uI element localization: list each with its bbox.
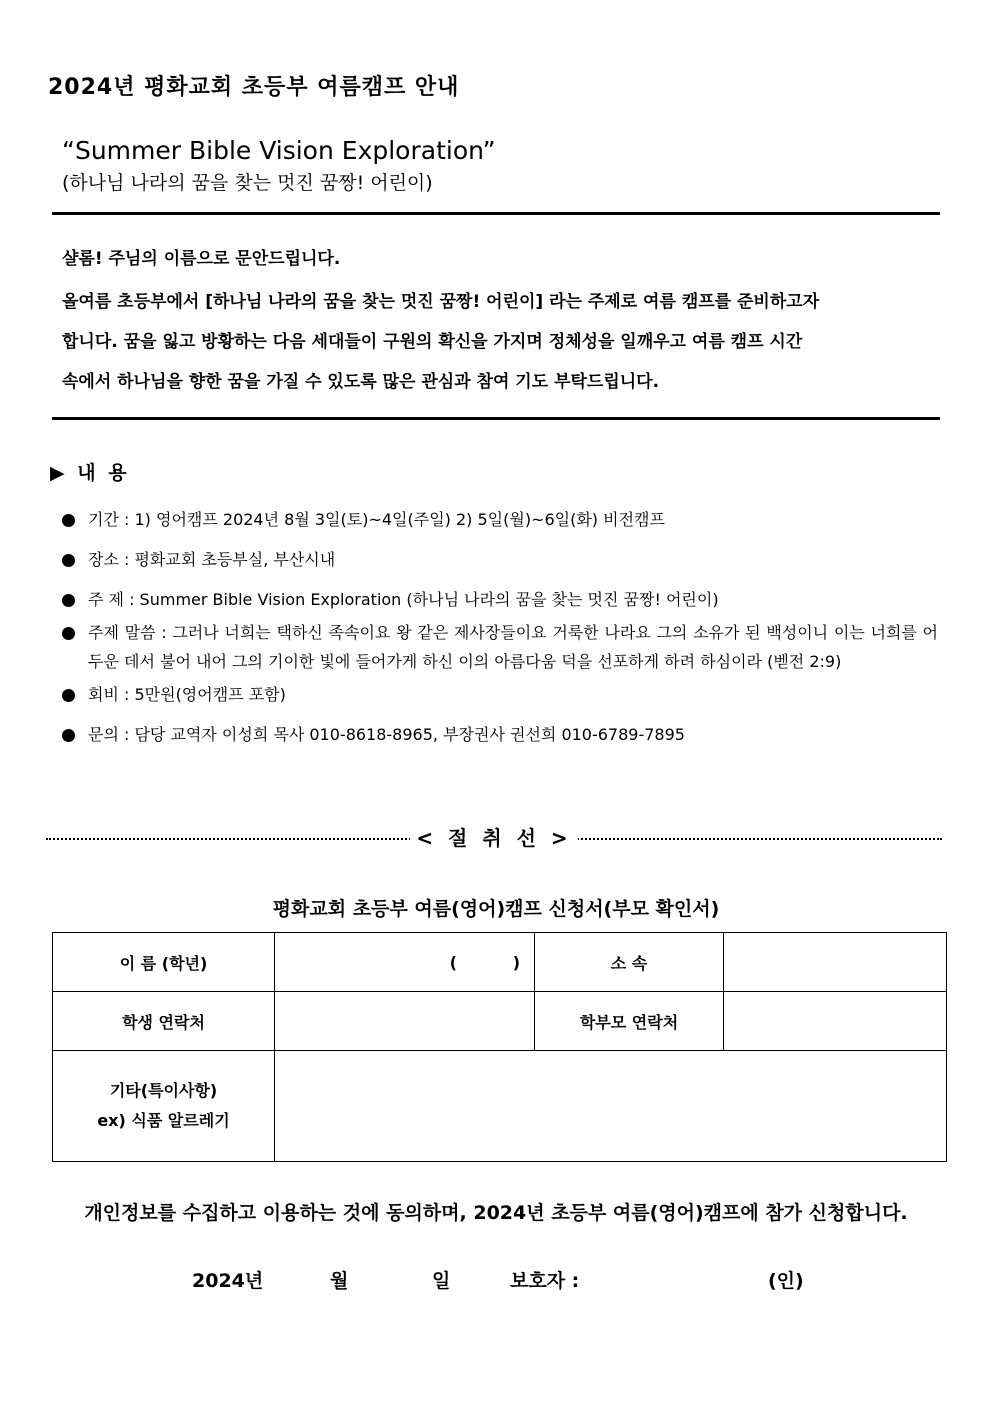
cut-line-label: < 절 취 선 > (410, 826, 577, 850)
bullet-dot-icon (62, 627, 75, 640)
etc-field[interactable] (275, 1051, 947, 1162)
list-item: 회비 : 5만원(영어캠프 포함) (60, 680, 938, 709)
cut-line (46, 822, 942, 854)
signature-year: 2024년 (192, 1270, 264, 1292)
etc-label-line-2: ex) 식품 알르레기 (97, 1111, 230, 1130)
theme-english: “Summer Bible Vision Exploration” (62, 136, 496, 165)
form-title: 평화교회 초등부 여름(영어)캠프 신청서(부모 확인서) (272, 898, 720, 920)
signature-month: 월 (330, 1270, 349, 1292)
application-form-table (52, 932, 947, 1162)
grade-parenthesis: ( ) (449, 952, 520, 972)
table-row (53, 992, 947, 1051)
table-row (53, 1051, 947, 1162)
student-contact-label: 학생 연락처 (53, 992, 275, 1051)
name-grade-label: 이 름 (학년) (53, 933, 275, 992)
greeting-line-1: 샬롬! 주님의 이름으로 문안드립니다. (62, 249, 341, 269)
theme-korean: (하나님 나라의 꿈을 찾는 멋진 꿈짱! 어린이) (62, 172, 433, 194)
bullet-dot-icon (62, 689, 75, 702)
bullet-dot-icon (62, 514, 75, 527)
divider-bottom (52, 417, 940, 420)
list-item: 문의 : 담당 교역자 이성희 목사 010-8618-8965, 부장권사 권선희 010-6789-7895 (60, 720, 938, 749)
divider-top (52, 212, 940, 215)
affiliation-field[interactable] (724, 933, 947, 992)
greeting-line-4: 속에서 하나님을 향한 꿈을 가질 수 있도록 많은 관심과 참여 기도 부탁드립니다. (62, 372, 660, 392)
bullet-dot-icon (62, 554, 75, 567)
list-item: 장소 : 평화교회 초등부실, 부산시내 (60, 545, 938, 574)
student-contact-field[interactable] (275, 992, 535, 1051)
details-list (60, 505, 938, 749)
bullet-dot-icon (62, 729, 75, 742)
parent-contact-label: 학부모 연락처 (535, 992, 724, 1051)
document-title: 2024년 평화교회 초등부 여름캠프 안내 (48, 75, 460, 100)
list-item: 기간 : 1) 영어캠프 2024년 8월 3일(토)~4일(주일) 2) 5일(월)~6일(화) 비전캠프 (60, 505, 938, 534)
parent-contact-field[interactable] (724, 992, 947, 1051)
guardian-label: 보호자 : (510, 1270, 580, 1292)
list-item: 주 제 : Summer Bible Vision Exploration (하나님 나라의 꿈을 찾는 멋진 꿈짱! 어린이) (60, 585, 938, 614)
greeting-line-3: 합니다. 꿈을 잃고 방황하는 다음 세대들이 구원의 확신을 가지며 정체성을 일깨우고 여름 캠프 시간 (62, 332, 803, 352)
etc-label-line-1: 기타(특이사항) (109, 1081, 218, 1100)
bullet-dot-icon (62, 594, 75, 607)
table-row (53, 933, 947, 992)
signature-day: 일 (432, 1270, 451, 1292)
section-heading-contents: ▶ 내 용 (50, 462, 130, 484)
greeting-line-2: 올여름 초등부에서 [하나님 나라의 꿈을 찾는 멋진 꿈짱! 어린이] 라는 주제로 여름 캠프를 준비하고자 (62, 292, 820, 312)
etc-label (53, 1051, 275, 1162)
seal-mark: (인) (768, 1270, 804, 1292)
affiliation-label: 소 속 (535, 933, 724, 992)
list-item: 주제 말씀 : 그러나 너희는 택하신 족속이요 왕 같은 제사장들이요 거룩한 나라요 그의 소유가 된 백성이니 이는 너희를 어두운 데서 불어 내어 그의 기이한 빛에 들어가게 하신 이의 아름다움 덕을 선포하게 하려 하심이라 (벧전 2:9) (60, 618, 938, 676)
privacy-agreement: 개인정보를 수집하고 이용하는 것에 동의하며, 2024년 초등부 여름(영어)캠프에 참가 신청합니다. (84, 1202, 908, 1224)
name-grade-field[interactable] (275, 933, 535, 992)
